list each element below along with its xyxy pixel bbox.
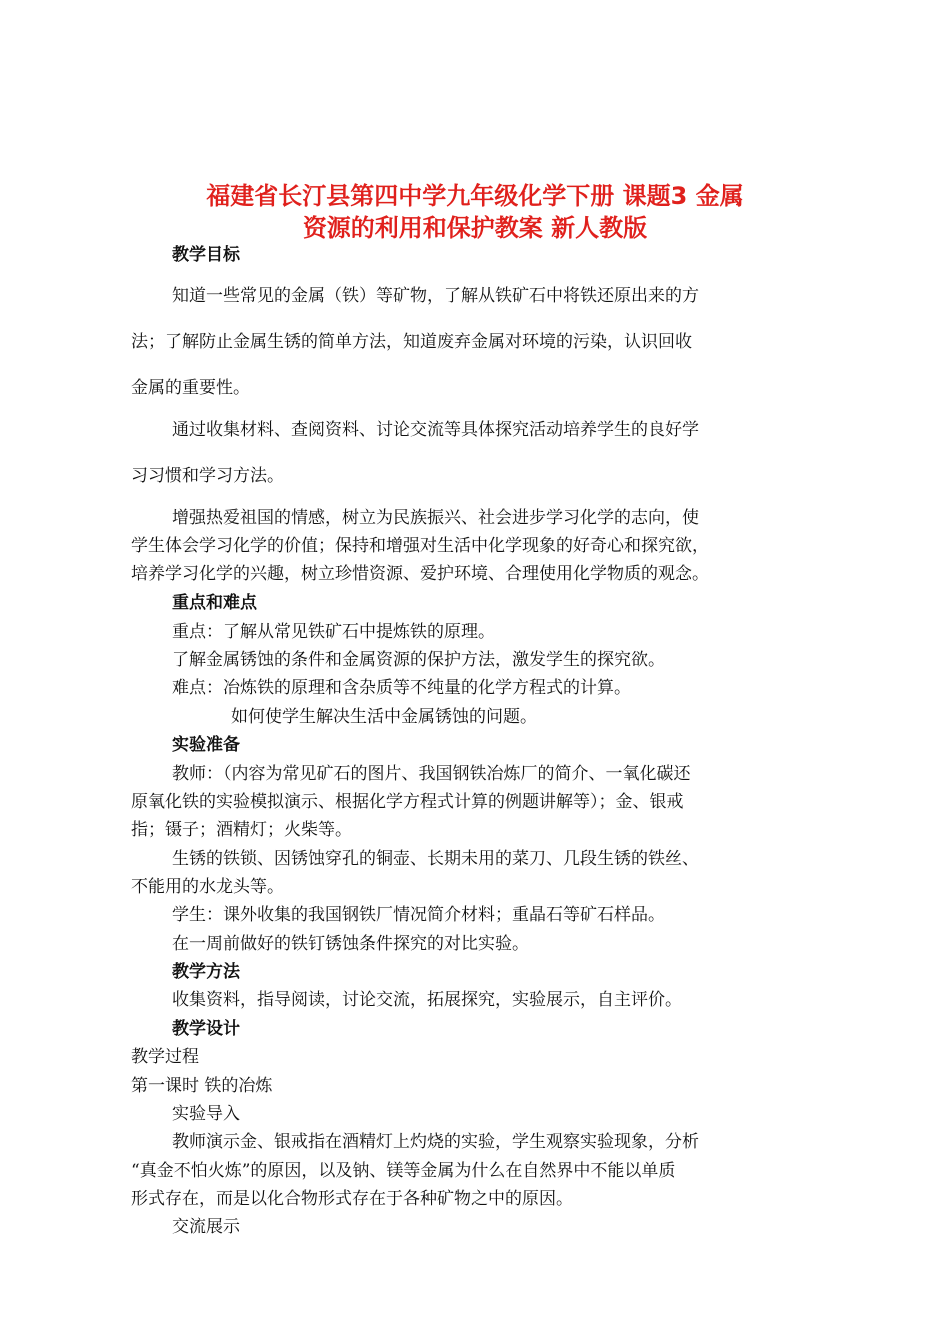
heading-teaching-goals: 教学目标 [172,245,240,265]
goal1-line2: 法；了解防止金属生锈的简单方法，知道废弃金属对环境的污染，认识回收 [131,332,692,352]
document-title-line1: 福建省长汀县第四中学九年级化学下册 课题3 金属 [206,182,744,210]
heading-key-points: 重点和难点 [172,593,257,613]
key-point1: 重点：了解从常见铁矿石中提炼铁的原理。 [172,622,495,642]
prep3: 学生：课外收集的我国钢铁厂情况简介材料；重晶石等矿石样品。 [172,905,665,925]
heading-preparation: 实验准备 [172,735,240,755]
goal3-line1: 增强热爱祖国的情感，树立为民族振兴、社会进步学习化学的志向，使 [172,508,699,528]
heading-teaching-method: 教学方法 [172,962,240,982]
goal3-line2: 学生体会学习化学的价值；保持和增强对生活中化学现象的好奇心和探究欲， [131,536,709,556]
difficulty2: 如何使学生解决生活中金属锈蚀的问题。 [231,707,537,727]
document-title-line2: 资源的利用和保护教案 新人教版 [302,214,648,242]
key-point2: 了解金属锈蚀的条件和金属资源的保护方法，激发学生的探究欲。 [172,650,665,670]
difficulty1: 难点：冶炼铁的原理和含杂质等不纯量的化学方程式的计算。 [172,678,631,698]
teaching-process: 教学过程 [131,1047,199,1067]
goal2-line2: 习习惯和学习方法。 [131,466,284,486]
goal1-line3: 金属的重要性。 [131,378,250,398]
intro-line2: “真金不怕火炼”的原因，以及钠、镁等金属为什么在自然界中不能以单质 [131,1161,676,1181]
intro-line1: 教师演示金、银戒指在酒精灯上灼烧的实验，学生观察实验现象，分析 [172,1132,699,1152]
prep2-line1: 生锈的铁锁、因锈蚀穿孔的铜壶、长期未用的菜刀、几段生锈的铁丝、 [172,849,699,869]
prep1-line1: 教师：（内容为常见矿石的图片、我国钢铁冶炼厂的简介、一氧化碳还 [172,764,691,784]
prep2-line2: 不能用的水龙头等。 [131,877,284,897]
prep4: 在一周前做好的铁钉锈蚀条件探究的对比实验。 [172,934,529,954]
goal3-line3: 培养学习化学的兴趣，树立珍惜资源、爱护环境、合理使用化学物质的观念。 [131,564,709,584]
prep1-line3: 指；镊子；酒精灯；火柴等。 [131,820,352,840]
experiment-intro: 实验导入 [172,1104,240,1124]
goal2-line1: 通过收集材料、查阅资料、讨论交流等具体探究活动培养学生的良好学 [172,420,699,440]
goal1-line1: 知道一些常见的金属（铁）等矿物，了解从铁矿石中将铁还原出来的方 [172,286,699,306]
lesson1-title: 第一课时 铁的冶炼 [131,1076,273,1096]
heading-teaching-design: 教学设计 [172,1019,240,1039]
exchange-display: 交流展示 [172,1217,240,1237]
prep1-line2: 原氧化铁的实验模拟演示、根据化学方程式计算的例题讲解等）；金、银戒 [131,792,684,812]
teaching-method: 收集资料，指导阅读，讨论交流，拓展探究，实验展示，自主评价。 [172,990,682,1010]
intro-line3: 形式存在，而是以化合物形式存在于各种矿物之中的原因。 [131,1189,573,1209]
